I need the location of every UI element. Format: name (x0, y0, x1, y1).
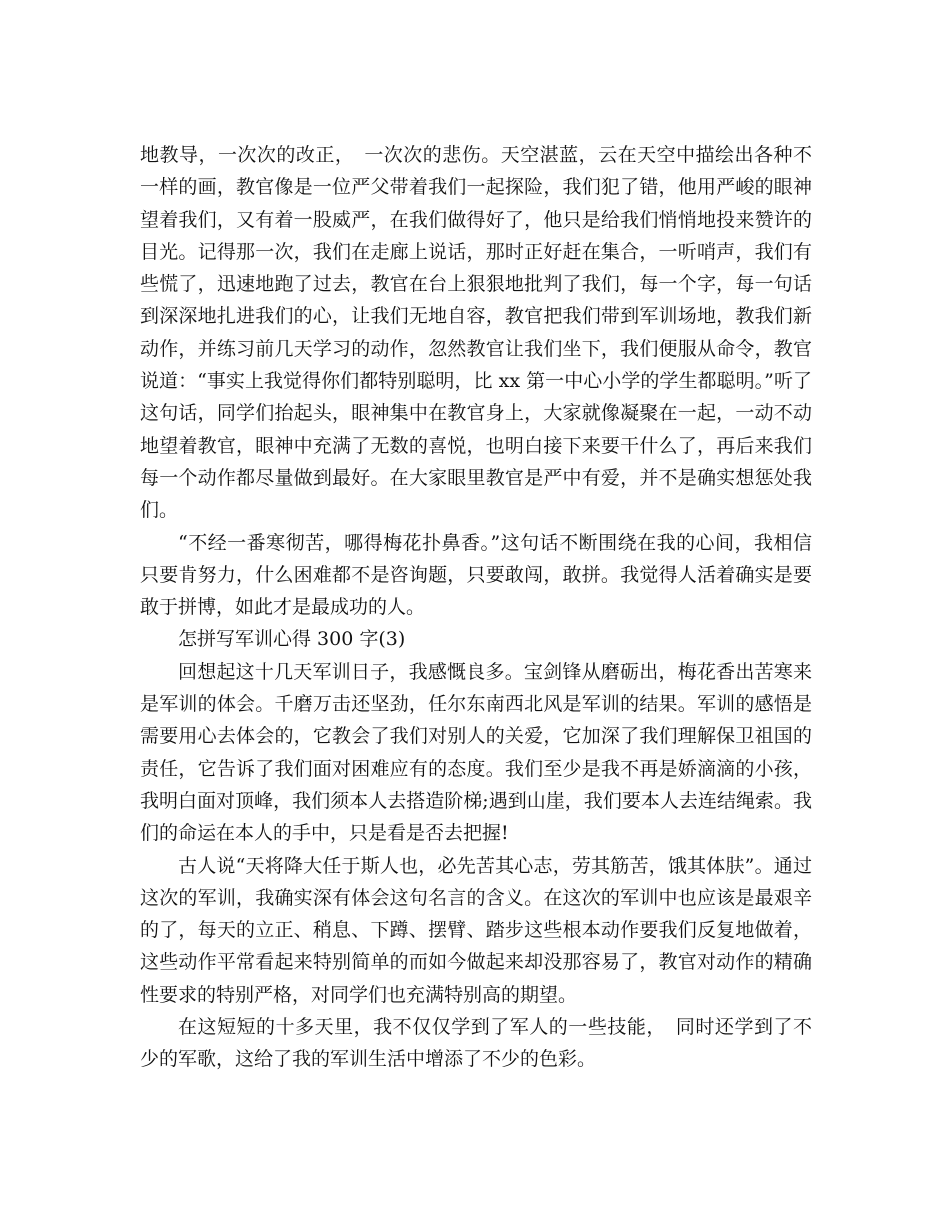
paragraph-5: 古人说“天将降大任于斯人也，必先苦其心志，劳其筋苦，饿其体肤”。通过这次的军训，我确实深有体会这句名言的含义。在这次的军训中也应该是最艰辛的了，每天的立正、稍息、下蹲、摆臂、踏步这些根本动作要我们反复地做着，这些动作平常看起来特别简单的而如今做起来却没那容易了，教官对动作的精确性要求的特别严格，对同学们也充满特别高的期望。 (140, 854, 812, 1006)
document-page (140, 139, 812, 1076)
paragraph-2: “不经一番寒彻苦，哪得梅花扑鼻香。”这句话不断围绕在我的心间，我相信只要肯努力，什么困难都不是咨询题，只要敢闯，敢拼。我觉得人活着确实是要敢于拼博，如此才是最成功的人。 (140, 531, 812, 619)
paragraph-1: 地教导，一次次的改正， 一次次的悲伤。天空湛蓝，云在天空中描绘出各种不一样的画，教官像是一位严父带着我们一起探险，我们犯了错，他用严峻的眼神望着我们，又有着一股威严，在我们做得好了，他只是给我们悄悄地投来赞许的目光。记得那一次，我们在走廊上说话，那时正好赶在集合，一听哨声，我们有些慌了，迅速地跑了过去，教官在台上狠狠地批判了我们，每一个字，每一句话到深深地扎进我们的心，让我们无地自容，教官把我们带到军训场地，教我们新动作，并练习前几天学习的动作，忽然教官让我们坐下，我们便服从命令，教官说道：“事实上我觉得你们都特别聪明，比 xx 第一中心小学的学生都聪明。”听了这句话，同学们抬起头，眼神集中在教官身上，大家就像凝聚在一起，一动不动地望着教官，眼神中充满了无数的喜悦，也明白接下来要干什么了，再后来我们每一个动作都尽量做到最好。在大家眼里教官是严中有爱，并不是确实想惩处我们。 (140, 144, 812, 522)
section-heading: 怎拼写军训心得 300 字(3) (178, 628, 406, 651)
paragraph-6: 在这短短的十多天里，我不仅仅学到了军人的一些技能， 同时还学到了不少的军歌，这给了我的军训生活中增添了不少的色彩。 (140, 1016, 812, 1071)
paragraph-4: 回想起这十几天军训日子，我感慨良多。宝剑锋从磨砺出，梅花香出苦寒来是军训的体会。千磨万击还坚劲，任尔东南西北风是军训的结果。军训的感悟是需要用心去体会的，它教会了我们对别人的关爱，它加深了我们理解保卫祖国的责任，它告诉了我们面对困难应有的态度。我们至少是我不再是娇滴滴的小孩，我明白面对顶峰，我们须本人去搭造阶梯;遇到山崖，我们要本人去连结绳索。我们的命运在本人的手中，只是看是否去把握! (140, 660, 812, 845)
